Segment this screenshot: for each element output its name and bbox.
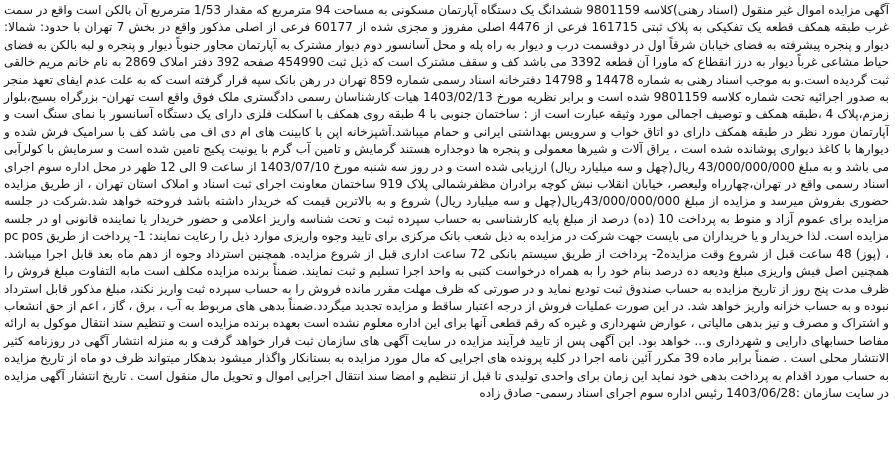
auction-notice-text: آگهی مزایده اموال غیر منقول (اسناد رهنی)کلاسه 9801159 ششدانگ یک دستگاه آپارتمان مسکونی به مساحت 94 مترمربع که مقدار 1/53 مترمربع آن بالکن است واقع در سمت غرب طبقه همکف قطعه یک تفکیکی به پلاک ثبتی 161715 فرعی از 4476 اصلی مفروز و مجزی شده از 60177 فرعی از اصلی مذکور واقع در بخش 7 تهران با حدود: شمالا: دیوار و پنجره پیشرفته به فضای خیابان شرقاً اول در دوقسمت درب و دیوار به راه پله و محل آسانسور دوم دیوار مشترک به آپارتمان مجاور جنوباً دیوار و پنجره و لبه بالکن به فضای حیاط مشاعی غرباً دیوار به درز انقطاع که ماورا آن قطعه 3392 می باشد کف و سقف مشترک است که ذیل ثبت 454990 صفحه 392 دفتر املاک 2869 به نام خانم مریم خالقی ثبت گردیده است.و به موجب اسناد رهنی به شماره 14478 و 14798 دفترخانه اسناد رسمی شماره 859 تهران در رهن بانک سپه قرار گرفته است که به علت عدم ایفای تعهد منجر به صدور اجرائیه تحت شماره کلاسه 9801159 شده است و برابر نظریه مورخ 1403/02/13 هیات کارشناسان رسمی دادگستری ملک فوق واقع است تهران- بزرگراه بسیج،بلوار زمزم،پلاک 4 ،طبقه همکف و توصیف اجمالی مورد وثیقه عبارت است از : ساختمان جنوبی با 4 طبقه روی همکف با اسکلت فلزی دارای یک دستگاه آسانسور با نمای سنگ است و آپارتمان مورد نظر در طبقه همکف دارای دو اتاق خواب و سرویس بهداشتی ایرانی و حمام میباشد.آشپزخانه اپن با کابینت های ام دی اف می باشد کف با سرامیک فرش شده و دیوارها با کاغذ دیواری پوشانده شده است ، یراق آلات و شیرها معمولی و پنجره ها دوجداره هستند گرمایش و تامین آب گرم با یونیت پکیج تامین شده است و سرمایش با کولرآبی می باشد و به مبلغ 43/000/000/000 ریال(چهل و سه میلیارد ریال) ارزیابی شده است و در روز سه شنبه مورخ 1403/07/10 از ساعت 9 الی 12 ظهر در محل اداره سوم اجرای اسناد رسمی واقع در تهران،چهارراه ولیعصر، خیابان انقلاب نبش کوچه برادران مظفرشمالی پلاک 919 ساختمان معاونت اجرای ثبت اسناد و املاک استان تهران ، از طریق مزایده حضوری بفروش میرسد و مزایده از مبلغ 43/000/000/000ریال(چهل و سه میلیارد ریال) شروع و به بالاترین قیمت که خریدار داشته باشد فروخته خواهد شد.شرکت در جلسه مزایده برای عموم آزاد و منوط به پرداخت 10 (ده) درصد از مبلغ پایه کارشناسی به حساب سپرده ثبت و تحت شناسه واریز اعلامی و حضور خریدار یا نماینده قانونی او در جلسه مزایده است. لذا خریدار و یا خریداران می بایست جهت شرکت در مزایده به ذیل شعب بانک مرکزی برای تایید وجوه واریزی موارد ذیل را رعایت نمایند: 1- پرداخت از طریق pc pos ، (پوز) 48 ساعت قبل از شروع وقت مزایده2- پرداخت از طریق سیستم بانکی 72 ساعت اداری قبل از شروع مزایده. همچنین استرداد وجوه از دهم ماه بعد قابل اجرا میباشد. همچنین اصل فیش واریزی مبلغ ودیعه ده درصد بنام خود را به همراه درخواست کتبی به واحد اجرا تسلیم و ثبت نمایند. ضمناً برنده مزایده مکلف است مابه التفاوت مبلغ فروش را ظرف مدت پنج روز از تاریخ مزایده به حساب صندوق ثبت تودیع نماید و در صورتی که ظرف مهلت مقرر مانده فروش را به حساب سپرده ثبت واریز نکند، مبلغ مذکور قابل استرداد نبوده و به حساب خزانه واریز خواهد شد. در این صورت عملیات فروش از درجه اعتبار ساقط و مزایده تجدید میگردد.ضمناً بدهی های مربوط به آب ، برق ، گاز ، اعم از حق انشعاب و اشتراک و مصرف و نیز بدهی مالیاتی ، عوارض شهرداری و غیره که رقم قطعی آنها برای این اداره معلوم نشده است بعهده برنده مزایده است و تنظیم سند انتقال موکول به ارائه مفاصا حسابهای دارایی و شهرداری و... خواهد بود. این آگهی پس از تایید فرآیند مزایده در سایت آگهی های سازمان ثبت قرار خواهد گرفت و به منزله انتشار آگهی در روزنامه کثیر الانتشار محلی است . ضمناً برابر ماده 39 مکرر آئین نامه اجرا در کلیه پرونده های اجرایی که مال مورد مزایده به بستانکار واگذار میشود بدهکار میتواند ظرف دو ماه از تاریخ مزایده به حساب مورد اقدام به پرداخت بدهی خود نماید این زمان برای واحدی تولیدی تا قبل از تنظیم و امضا سند انتقال اجرایی اموال و تحویل مال منقول است . تاریخ انتشار آگهی مزایده در سایت سازمان :1403/06/28 رئیس اداره سوم اجرای اسناد رسمی- صادق زاده: [4, 3, 890, 400]
